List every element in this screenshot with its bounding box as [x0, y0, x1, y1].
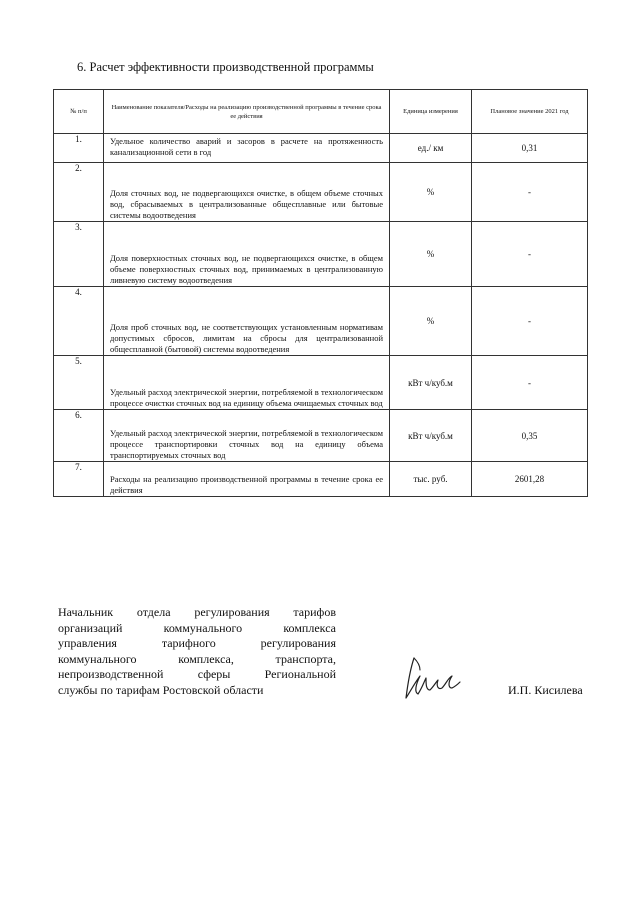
row-desc: Удельное количество аварий и засоров в расчете на протяженность канализационной сети в год	[104, 134, 390, 163]
header-unit: Единица измерения	[390, 90, 472, 134]
row-num: 4.	[54, 287, 104, 356]
row-desc: Расходы на реализацию производственной программы в течение срока ее действия	[104, 462, 390, 497]
row-num: 5.	[54, 356, 104, 410]
table-row	[54, 356, 588, 410]
row-desc: Доля проб сточных вод, не соответствующих установленным нормативам допустимых сбросов, лимитам на сбросы для централизованной общесплавной (бытовой) системы водоотведения	[104, 287, 390, 356]
header-name: Наименование показателя/Расходы на реализацию производственной программы в течение срока ее действия	[104, 90, 390, 134]
row-value: 2601,28	[472, 462, 588, 497]
row-desc: Удельный расход электрической энергии, потребляемой в технологическом процессе транспортировки сточных вод на единицу объема транспортируемых сточных вод	[104, 410, 390, 462]
row-desc: Доля поверхностных сточных вод, не подвергающихся очистке, в общем объеме поверхностных сточных вод, принимаемых в централизованную ливневую систему водоотведения	[104, 222, 390, 287]
row-unit: кВт ч/куб.м	[390, 410, 472, 462]
table-row	[54, 134, 588, 163]
position-line: коммунального комплекса, транспорта,	[58, 651, 336, 666]
row-value: 0,31	[472, 134, 588, 163]
table-row	[54, 222, 588, 287]
position-line: управления тарифного регулирования	[58, 636, 336, 650]
row-num: 7.	[54, 462, 104, 497]
row-unit: тыс. руб.	[390, 462, 472, 497]
section-title: 6. Расчет эффективности производственной программы	[77, 60, 374, 74]
table-row	[54, 163, 588, 222]
table-header-row	[54, 90, 588, 134]
signatory-position	[58, 605, 336, 698]
row-desc: Доля сточных вод, не подвергающихся очистке, в общем объеме сточных вод, сбрасываемых в централизованные общесплавные или бытовые системы водоотведения	[104, 163, 390, 222]
row-value: -	[472, 222, 588, 287]
row-unit: кВт ч/куб.м	[390, 356, 472, 410]
row-value: 0,35	[472, 410, 588, 462]
position-line: непроизводственной сферы Региональной	[58, 667, 336, 681]
table-row	[54, 287, 588, 356]
row-unit: %	[390, 163, 472, 222]
row-unit: %	[390, 222, 472, 287]
position-line: Начальник отдела регулирования тарифов	[58, 605, 336, 619]
row-num: 6.	[54, 410, 104, 462]
header-num: № п/п	[54, 90, 104, 134]
row-num: 2.	[54, 163, 104, 222]
row-unit: %	[390, 287, 472, 356]
position-line: службы по тарифам Ростовской области	[58, 682, 264, 697]
efficiency-table	[53, 89, 588, 497]
table-row	[54, 410, 588, 462]
position-line: организаций коммунального комплекса	[58, 620, 336, 635]
row-value: -	[472, 356, 588, 410]
row-value: -	[472, 287, 588, 356]
row-value: -	[472, 163, 588, 222]
row-num: 3.	[54, 222, 104, 287]
row-num: 1.	[54, 134, 104, 163]
row-unit: ед./ км	[390, 134, 472, 163]
table-row	[54, 462, 588, 497]
signatory-name: И.П. Кисилева	[508, 683, 583, 697]
handwritten-signature	[400, 648, 462, 706]
header-plan: Плановое значение 2021 год	[472, 90, 588, 134]
row-desc: Удельный расход электрической энергии, потребляемой в технологическом процессе очистки сточных вод на единицу объема очищаемых сточных вод	[104, 356, 390, 410]
